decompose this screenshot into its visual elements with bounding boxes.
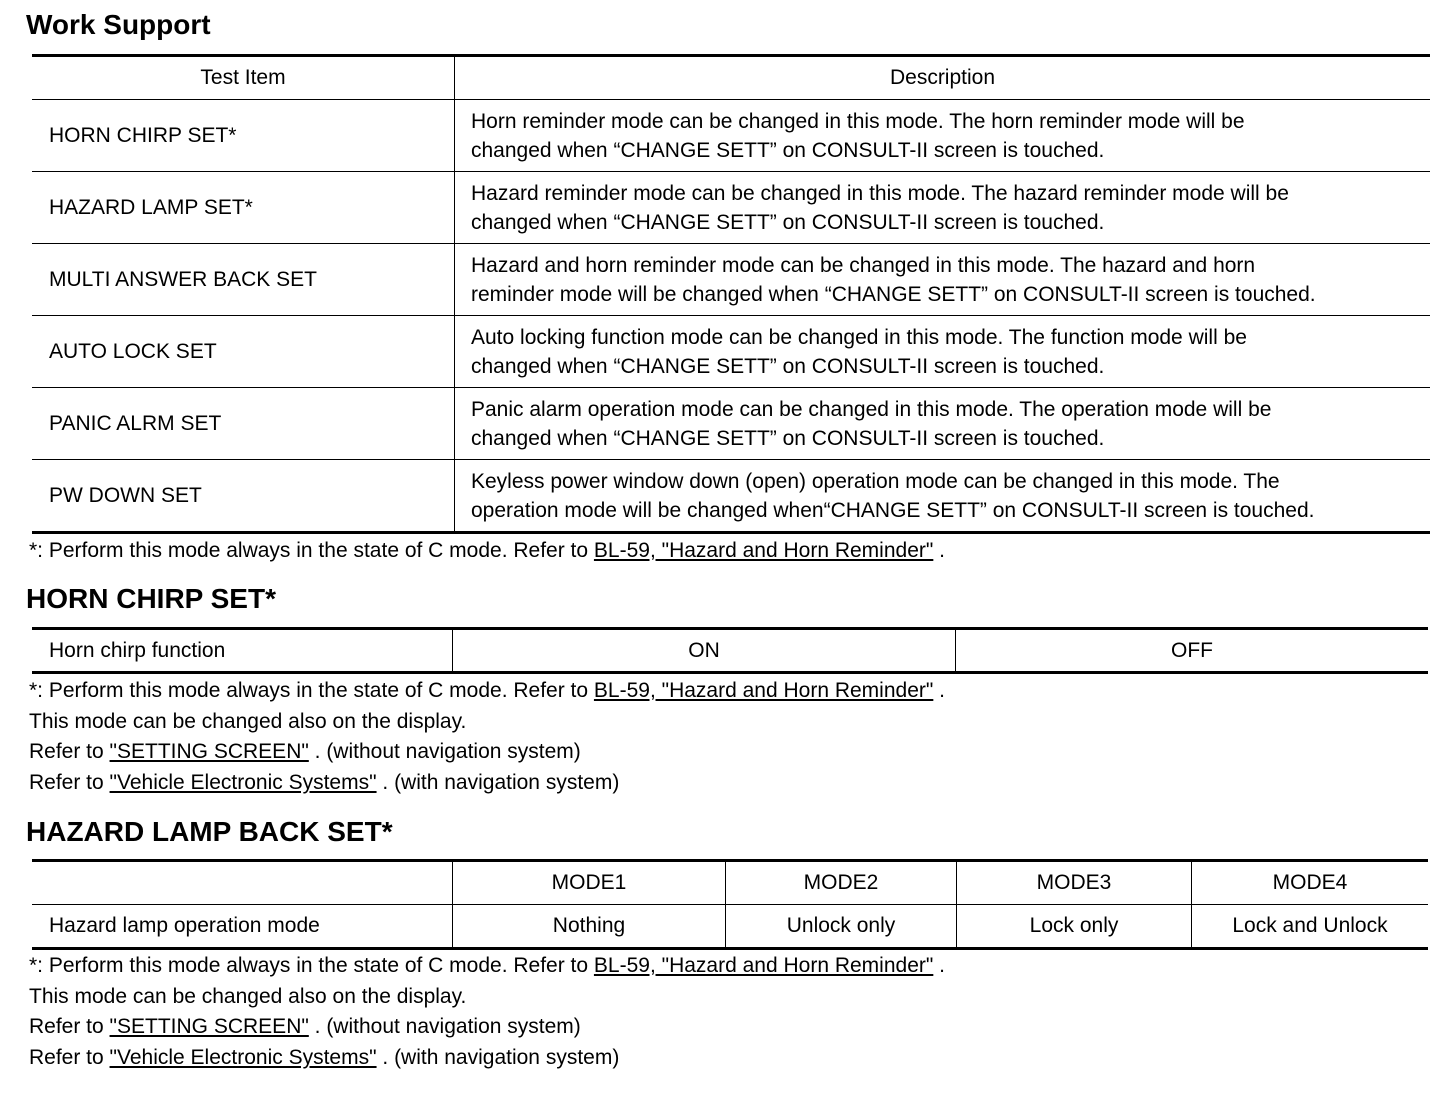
ref-suffix: . (with navigation system)	[376, 1046, 620, 1069]
display-note: This mode can be changed also on the display.	[29, 710, 467, 733]
description-cell	[455, 244, 1431, 316]
note-suffix: .	[933, 539, 945, 562]
setting-screen-ref	[29, 1014, 581, 1040]
mode3-header: MODE3	[957, 861, 1192, 905]
note-suffix: .	[933, 954, 945, 977]
table-row	[32, 316, 1430, 388]
setting-screen-ref	[29, 739, 581, 765]
mode1-header: MODE1	[453, 861, 726, 905]
ref-text: Refer to	[29, 1046, 110, 1069]
description-line: changed when “CHANGE SETT” on CONSULT-II screen is touched.	[471, 354, 1105, 378]
description-cell	[455, 316, 1431, 388]
ref-suffix: . (without navigation system)	[308, 1015, 581, 1038]
table-row	[32, 905, 1428, 949]
ref-text: Refer to	[29, 1015, 110, 1038]
note-text: *: Perform this mode always in the state of C mode. Refer to	[29, 539, 594, 562]
note-text: *: Perform this mode always in the state of C mode. Refer to	[29, 679, 594, 702]
table-row	[32, 460, 1430, 533]
c-mode-note	[29, 678, 945, 704]
description-line: reminder mode will be changed when “CHANGE SETT” on CONSULT-II screen is touched.	[471, 282, 1316, 306]
vehicle-electronic-systems-link[interactable]: "Vehicle Electronic Systems"	[109, 771, 377, 794]
mode3-value: Lock only	[957, 905, 1192, 949]
description-cell	[455, 172, 1431, 244]
description-line: Hazard reminder mode can be changed in this mode. The hazard reminder mode will be	[471, 181, 1289, 205]
mode2-header: MODE2	[726, 861, 957, 905]
table-row	[32, 244, 1430, 316]
description-cell	[455, 460, 1431, 533]
vehicle-electronic-systems-link[interactable]: "Vehicle Electronic Systems"	[109, 1046, 377, 1069]
work-support-heading: Work Support	[26, 9, 211, 40]
work-support-table	[32, 54, 1430, 534]
option-on: ON	[453, 629, 956, 673]
mode2-value: Unlock only	[726, 905, 957, 949]
hazard-lamp-label: Hazard lamp operation mode	[49, 914, 320, 937]
mode4-value: Lock and Unlock	[1192, 905, 1429, 949]
option-off: OFF	[956, 629, 1429, 673]
ref-text: Refer to	[29, 740, 110, 763]
test-item-cell: MULTI ANSWER BACK SET	[32, 244, 455, 316]
hazard-horn-reminder-link[interactable]: BL-59, "Hazard and Horn Reminder"	[593, 679, 934, 702]
c-mode-note	[29, 953, 945, 979]
ref-suffix: . (without navigation system)	[308, 740, 581, 763]
ref-text: Refer to	[29, 771, 110, 794]
description-line: Keyless power window down (open) operation mode can be changed in this mode. The	[471, 469, 1280, 493]
mode4-header: MODE4	[1192, 861, 1429, 905]
horn-chirp-label: Horn chirp function	[49, 638, 226, 662]
hazard-lamp-heading: HAZARD LAMP BACK SET*	[26, 816, 393, 847]
description-line: changed when “CHANGE SETT” on CONSULT-II screen is touched.	[471, 210, 1105, 234]
test-item-cell: AUTO LOCK SET	[32, 316, 455, 388]
note-suffix: .	[933, 679, 945, 702]
description-cell	[455, 388, 1431, 460]
test-item-cell: HORN CHIRP SET*	[32, 100, 455, 172]
test-item-cell: PANIC ALRM SET	[32, 388, 455, 460]
table-row	[32, 388, 1430, 460]
hazard-horn-reminder-link[interactable]: BL-59, "Hazard and Horn Reminder"	[593, 539, 934, 562]
test-item-cell: HAZARD LAMP SET*	[32, 172, 455, 244]
description-line: Hazard and horn reminder mode can be changed in this mode. The hazard and horn	[471, 253, 1256, 277]
hazard-lamp-table	[32, 859, 1428, 950]
description-line: changed when “CHANGE SETT” on CONSULT-II screen is touched.	[471, 138, 1105, 162]
vehicle-electronic-ref	[29, 1045, 619, 1071]
description-line: Auto locking function mode can be changed in this mode. The function mode will be	[471, 325, 1247, 349]
vehicle-electronic-ref	[29, 770, 619, 796]
ref-suffix: . (with navigation system)	[376, 771, 620, 794]
description-cell	[455, 100, 1431, 172]
test-item-cell: PW DOWN SET	[49, 483, 202, 507]
setting-screen-link[interactable]: "SETTING SCREEN"	[109, 740, 309, 763]
mode1-value: Nothing	[453, 905, 726, 949]
note-text: *: Perform this mode always in the state of C mode. Refer to	[29, 954, 594, 977]
table-row	[32, 100, 1430, 172]
table-row	[32, 172, 1430, 244]
display-note: This mode can be changed also on the display.	[29, 985, 467, 1008]
hazard-horn-reminder-link[interactable]: BL-59, "Hazard and Horn Reminder"	[593, 954, 934, 977]
table-header-row	[32, 861, 1428, 905]
c-mode-note	[29, 538, 945, 564]
description-header: Description	[455, 56, 1431, 100]
horn-chirp-heading: HORN CHIRP SET*	[26, 583, 276, 614]
empty-header-cell	[32, 861, 453, 905]
table-header-row	[32, 56, 1430, 100]
description-line: operation mode will be changed when“CHANGE SETT” on CONSULT-II screen is touched.	[471, 498, 1315, 522]
setting-screen-link[interactable]: "SETTING SCREEN"	[109, 1015, 309, 1038]
description-line: Horn reminder mode can be changed in this mode. The horn reminder mode will be	[471, 109, 1245, 133]
description-line: changed when “CHANGE SETT” on CONSULT-II screen is touched.	[471, 426, 1105, 450]
description-line: Panic alarm operation mode can be changed in this mode. The operation mode will be	[471, 397, 1272, 421]
test-item-header: Test Item	[32, 56, 455, 100]
table-row	[32, 629, 1428, 673]
horn-chirp-table	[32, 627, 1428, 674]
